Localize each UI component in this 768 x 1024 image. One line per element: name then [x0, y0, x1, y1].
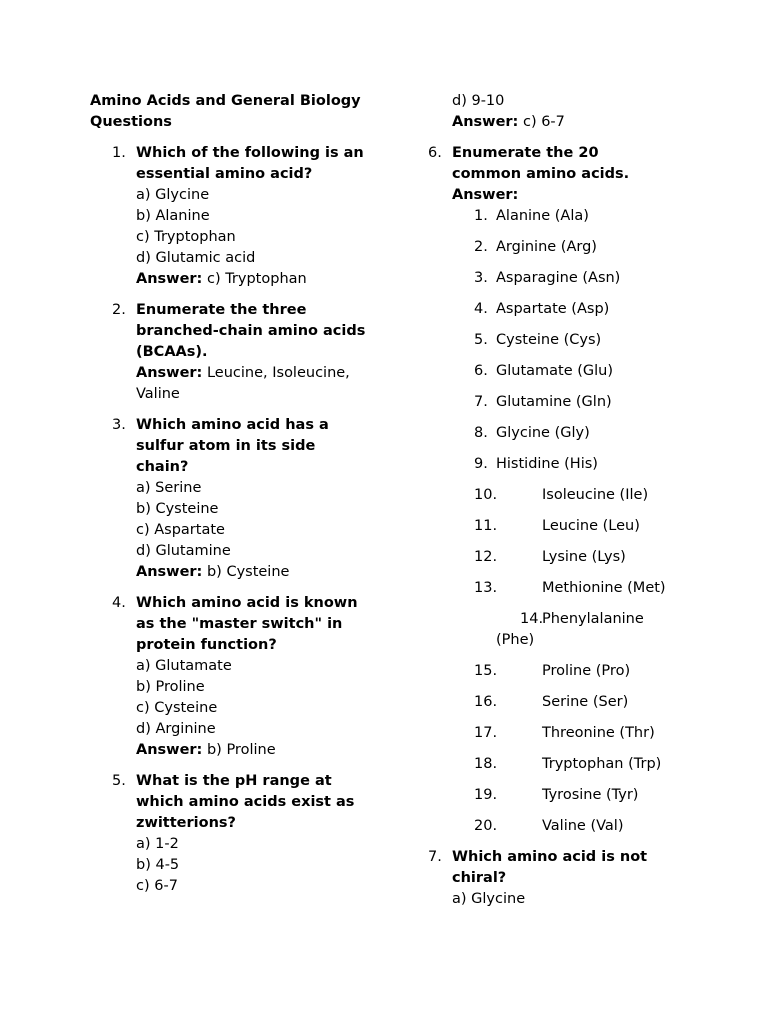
amino-acid-number: 14. [520, 611, 544, 627]
question-number: 4. [112, 595, 126, 611]
question-4 [90, 593, 370, 761]
amino-acid-name: Proline (Pro) [542, 663, 631, 679]
amino-acid-name: Cysteine (Cys) [496, 332, 602, 348]
answer-text: b) Cysteine [202, 564, 290, 580]
amino-acid-number: 8. [474, 425, 488, 441]
answer-label: Answer: [452, 187, 519, 203]
amino-acid-item [428, 609, 646, 651]
question-text: Enumerate the 20 common amino acids. [452, 145, 630, 182]
amino-acid-item [428, 392, 728, 413]
option: a) Serine [136, 480, 202, 496]
question-text: What is the pH range at which amino acids exist as zwitterions? [136, 773, 355, 831]
answer-label: Answer: [136, 564, 203, 580]
answer-label: Answer: [136, 365, 203, 381]
option: c) 6-7 [136, 878, 178, 894]
question-5 [90, 771, 370, 897]
question-1 [90, 143, 370, 290]
amino-acid-number: 16. [474, 694, 498, 710]
answer-label: Answer: [136, 271, 203, 287]
amino-acid-number: 6. [474, 363, 488, 379]
right-column [428, 91, 728, 920]
amino-acid-number: 4. [474, 301, 488, 317]
question-2 [90, 300, 370, 405]
amino-acid-item [428, 206, 728, 227]
amino-acid-name: Tryptophan (Trp) [542, 756, 662, 772]
option: b) Alanine [136, 208, 210, 224]
amino-acid-name: Isoleucine (Ile) [542, 487, 649, 503]
option: c) Aspartate [136, 522, 225, 538]
amino-acid-number: 17. [474, 725, 498, 741]
answer-text: b) Proline [202, 742, 276, 758]
amino-acid-name: Aspartate (Asp) [496, 301, 610, 317]
amino-acid-number: 19. [474, 787, 498, 803]
amino-acid-name: Histidine (His) [496, 456, 598, 472]
option: c) Tryptophan [136, 229, 236, 245]
answer-line [452, 112, 728, 133]
option: a) Glutamate [136, 658, 232, 674]
question-text: Which amino acid is not chiral? [452, 849, 648, 886]
question-3 [90, 415, 370, 583]
amino-acid-item [428, 723, 728, 744]
amino-acid-item [428, 578, 728, 599]
option: d) Arginine [136, 721, 216, 737]
amino-acid-number: 7. [474, 394, 488, 410]
question-number: 7. [428, 849, 442, 865]
option: b) Cysteine [136, 501, 219, 517]
amino-acid-item [428, 754, 728, 775]
amino-acid-number: 20. [474, 818, 498, 834]
question-text: Which of the following is an essential amino acid? [136, 145, 364, 182]
option: d) Glutamic acid [136, 250, 256, 266]
amino-acid-name: Phenylalanine (Phe) [496, 611, 644, 648]
question-number: 1. [112, 145, 126, 161]
amino-acid-name: Serine (Ser) [542, 694, 629, 710]
question-number: 2. [112, 302, 126, 318]
amino-acid-name: Arginine (Arg) [496, 239, 597, 255]
amino-acid-item [428, 547, 728, 568]
amino-acid-name: Lysine (Lys) [542, 549, 626, 565]
amino-acid-item [428, 299, 728, 320]
option: a) 1-2 [136, 836, 179, 852]
amino-acid-number: 1. [474, 208, 488, 224]
amino-acid-name: Threonine (Thr) [542, 725, 655, 741]
question-number: 6. [428, 145, 442, 161]
amino-acid-item [428, 454, 728, 475]
amino-acid-name: Valine (Val) [542, 818, 624, 834]
answer-line [136, 562, 370, 583]
option: a) Glycine [136, 187, 210, 203]
amino-acid-number: 18. [474, 756, 498, 772]
question-6 [428, 143, 728, 206]
amino-acid-item [428, 785, 728, 806]
answer-line [136, 269, 370, 290]
answer-text: Leucine, Isoleucine, Valine [136, 365, 350, 402]
answer-label: Answer: [452, 114, 519, 130]
amino-acid-name: Alanine (Ala) [496, 208, 589, 224]
amino-acid-number: 9. [474, 456, 488, 472]
answer-text: c) Tryptophan [202, 271, 307, 287]
amino-acid-item [428, 268, 728, 289]
amino-acid-name: Asparagine (Asn) [496, 270, 621, 286]
document-title: Amino Acids and General Biology Questions [90, 93, 361, 130]
amino-acid-number: 5. [474, 332, 488, 348]
option: a) Glycine [452, 891, 526, 907]
question-number: 3. [112, 417, 126, 433]
left-column [90, 91, 370, 907]
amino-acid-item [428, 692, 728, 713]
amino-acid-name: Glycine (Gly) [496, 425, 590, 441]
amino-acid-item [428, 485, 728, 506]
option: b) Proline [136, 679, 205, 695]
option: d) 9-10 [452, 93, 505, 109]
amino-acid-number: 13. [474, 580, 498, 596]
amino-acid-item [428, 423, 728, 444]
amino-acid-item [428, 237, 728, 258]
amino-acid-list [428, 206, 728, 837]
option: c) Cysteine [136, 700, 218, 716]
answer-text: c) 6-7 [518, 114, 565, 130]
amino-acid-name: Glutamate (Glu) [496, 363, 614, 379]
answer-line [136, 740, 370, 761]
question-text: Which amino acid has a sulfur atom in its side chain? [136, 417, 329, 475]
amino-acid-item [428, 516, 728, 537]
amino-acid-item [428, 816, 728, 837]
amino-acid-number: 10. [474, 487, 498, 503]
amino-acid-number: 3. [474, 270, 488, 286]
amino-acid-item [428, 661, 728, 682]
question-number: 5. [112, 773, 126, 789]
amino-acid-number: 11. [474, 518, 498, 534]
amino-acid-item [428, 330, 728, 351]
amino-acid-name: Glutamine (Gln) [496, 394, 612, 410]
option: d) Glutamine [136, 543, 231, 559]
option: b) 4-5 [136, 857, 180, 873]
question-7 [428, 847, 728, 910]
amino-acid-number: 15. [474, 663, 498, 679]
question-5-continued [452, 91, 728, 133]
question-text: Enumerate the three branched-chain amino acids (BCAAs). [136, 302, 366, 360]
answer-label: Answer: [136, 742, 203, 758]
question-text: Which amino acid is known as the "master switch" in protein function? [136, 595, 358, 653]
amino-acid-item [428, 361, 728, 382]
amino-acid-name: Tyrosine (Tyr) [542, 787, 639, 803]
amino-acid-name: Methionine (Met) [542, 580, 666, 596]
answer-line [136, 363, 370, 405]
amino-acid-number: 12. [474, 549, 498, 565]
amino-acid-name: Leucine (Leu) [542, 518, 640, 534]
amino-acid-number: 2. [474, 239, 488, 255]
